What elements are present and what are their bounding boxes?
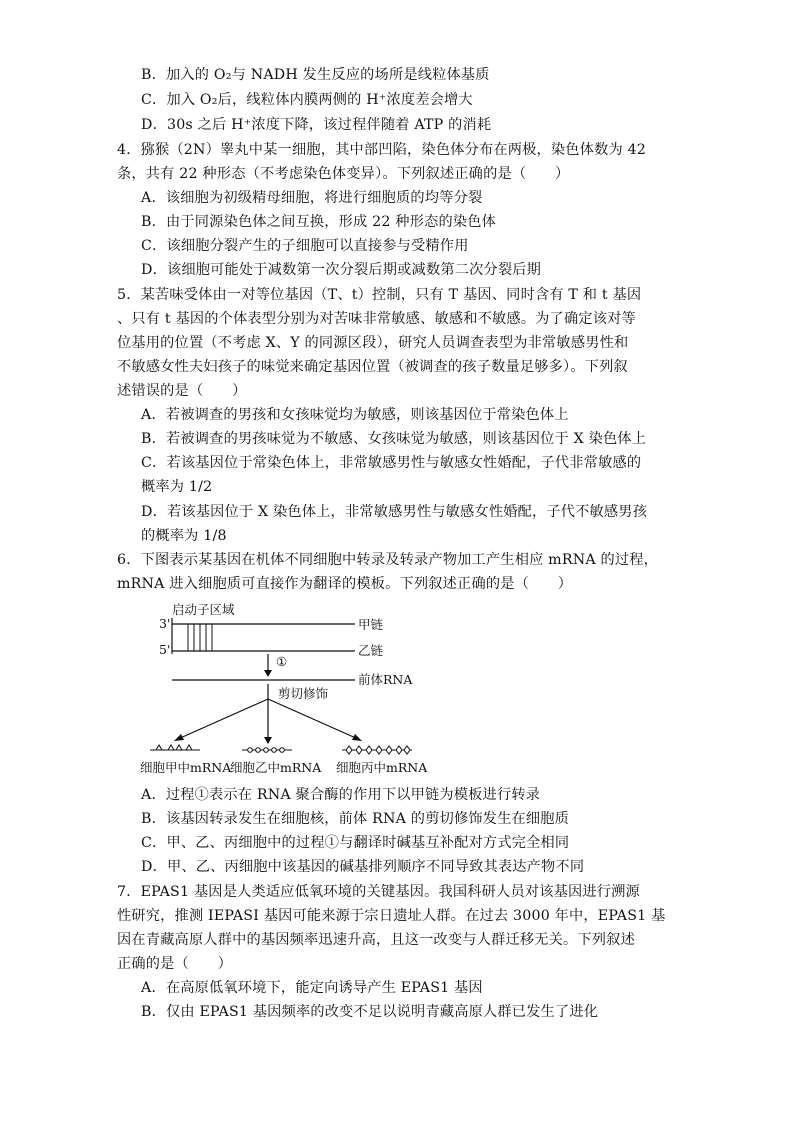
mrna-bing-glyph [342,746,412,754]
q3-option-c: C．加入 O₂后，线粒体内膜两侧的 H⁺浓度差会增大 [141,92,473,108]
q4-option-b: B．由于同源染色体之间互换，形成 22 种形态的染色体 [141,214,497,230]
q5-option-c-line2: 概率为 1/2 [141,479,213,495]
q5-stem-line3: 位基用的位置（不考虑 X、Y 的同源区段），研究人员调查表型为非常敏感男性和 [117,335,629,351]
q7-stem-line3: 因在青藏高原人群中的基因频率迅速升高，且这一改变与人群迁移无关。下列叙述 [117,932,635,948]
mrna-bing-label: 细胞丙中mRNA [336,760,428,775]
arrow-head-yi [264,737,272,744]
mrna-jia-glyph [150,745,200,750]
strand-5-prime: 5' [159,642,171,657]
q6-stem-line1: 6．下图表示某基因在机体不同细胞中转录及转录产物加工产生相应 mRNA 的过程， [117,552,659,568]
q7-option-b: B．仅由 EPAS1 基因频率的改变不足以说明青藏高原人群已发生了进化 [141,1004,599,1020]
q5-stem-line4: 不敏感女性夫妇孩子的味觉来确定基因位置（被调查的孩子数量足够多）。下列叙 [117,359,628,375]
arrow-to-bing [268,699,358,739]
q5-stem-line2: 、只有 t 基因的个体表型分别为对苦味非常敏感、敏感和不敏感。为了确定该对等 [117,311,636,327]
q5-option-d-line1: D．若该基因位于 X 染色体上，非常敏感男性与敏感女性婚配，子代不敏感男孩 [141,504,648,520]
q7-stem-line2: 性研究，推测 IEPASI 基因可能来源于宗日遗址人群。在过去 3000 年中，EPAS1 基 [117,908,666,924]
transcription-diagram-svg [140,596,460,782]
q6-option-b: B．该基因转录发生在细胞核，前体 RNA 的剪切修饰发生在细胞质 [141,811,570,827]
chain-yi-label: 乙链 [358,643,384,658]
q7-stem-line1: 7．EPAS1 基因是人类适应低氧环境的关键基因。我国科研人员对该基因进行溯源 [117,884,640,900]
q5-option-b: B．若被调查的男孩味觉为不敏感、女孩味觉为敏感，则该基因位于 X 染色体上 [141,431,647,447]
arrow-head-jia [174,734,184,741]
q5-option-a: A．若被调查的男孩和女孩味觉均为敏感，则该基因位于常染色体上 [141,407,569,423]
q6-stem-line2: mRNA 进入细胞质可直接作为翻译的模板。下列叙述正确的是（ ） [117,576,573,592]
promoter-region-marks [188,624,212,651]
splice-label: 剪切修饰 [278,686,329,701]
q3-option-d: D．30s 之后 H⁺浓度下降，该过程伴随着 ATP 的消耗 [141,117,492,133]
q3-option-b: B．加入的 O₂与 NADH 发生反应的场所是线粒体基质 [141,67,490,83]
q4-stem-line2: 条，共有 22 种形态（不考虑染色体变异）。下列叙述正确的是（ ） [117,166,570,182]
promoter-label: 启动子区域 [172,602,235,617]
q5-option-d-line2: 的概率为 1/8 [141,528,227,544]
q4-option-c: C．该细胞分裂产生的子细胞可以直接参与受精作用 [141,238,469,254]
q4-option-d: D．该细胞可能处于减数第一次分裂后期或减数第二次分裂后期 [141,262,542,278]
chain-jia-label: 甲链 [358,617,384,632]
q5-stem-line5: 述错误的是（ ） [117,383,247,399]
q6-option-c: C．甲、乙、丙细胞中的过程①与翻译时碱基互补配对方式完全相同 [141,835,570,851]
mrna-yi-glyph [242,748,292,753]
step-1-label: ① [276,654,288,669]
q7-stem-line4: 正确的是（ ） [117,956,233,972]
q4-stem-line1: 4．猕猴（2N）睾丸中某一细胞，其中部凹陷，染色体分布在两极，染色体数为 42 [117,142,647,158]
step-arrow-head [264,670,272,677]
strand-3-prime: 3' [159,616,171,631]
q5-stem-line1: 5．某苦味受体由一对等位基因（T、t）控制，只有 T 基因、同时含有 T 和 t 基因 [117,287,642,303]
arrow-to-jia [178,699,268,739]
transcription-diagram [140,596,460,782]
pre-rna-label: 前体RNA [358,672,413,687]
arrow-head-bing [352,734,362,741]
mrna-yi-label: 细胞乙中mRNA [230,760,322,775]
q4-option-a: A．该细胞为初级精母细胞，将进行细胞质的均等分裂 [141,190,483,206]
mrna-jia-label: 细胞甲中mRNA [140,760,232,775]
q6-option-a: A．过程①表示在 RNA 聚合酶的作用下以甲链为模板进行转录 [141,787,541,803]
q6-option-d: D．甲、乙、丙细胞中该基因的碱基排列顺序不同导致其表达产物不同 [141,859,585,875]
q7-option-a: A．在高原低氧环境下，能定向诱导产生 EPAS1 基因 [141,980,483,996]
q5-option-c-line1: C．若该基因位于常染色体上，非常敏感男性与敏感女性婚配，子代非常敏感的 [141,455,642,471]
